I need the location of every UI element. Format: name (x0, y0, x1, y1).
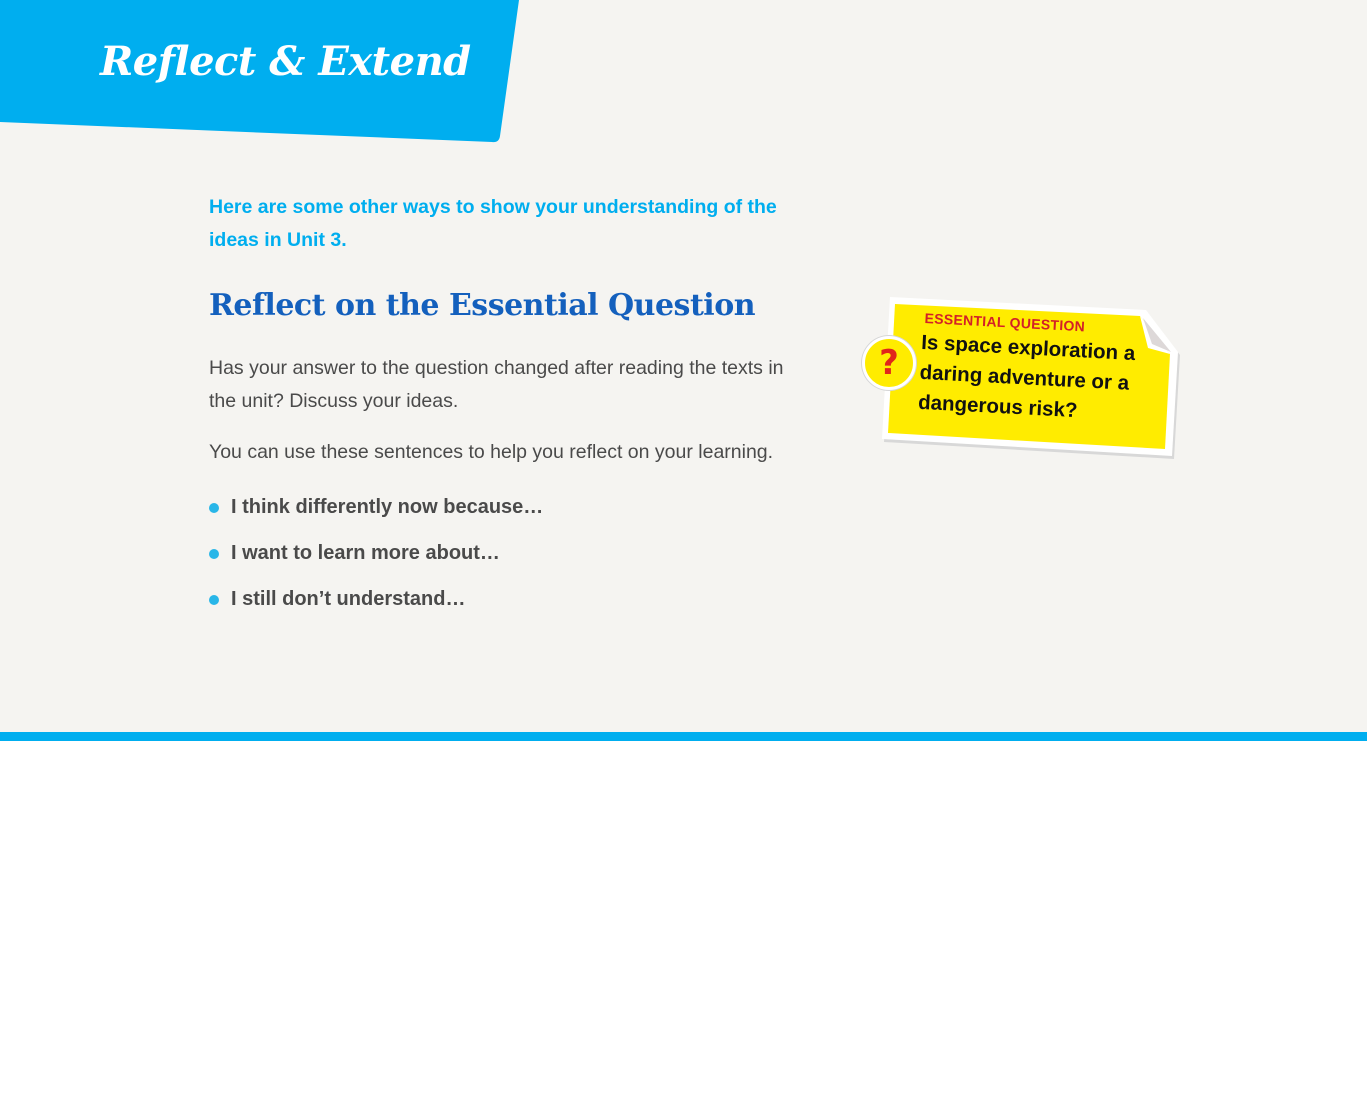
essential-question-card (860, 292, 1190, 467)
discussion-prompt: Has your answer to the question changed after reading the texts in the unit? Discuss your ideas. (209, 357, 784, 412)
intro-text: Here are some other ways to show your understanding of the ideas in Unit 3. (209, 196, 777, 251)
sentence-starter-item (209, 582, 543, 628)
question-mark-icon: ? (862, 336, 916, 390)
sentence-starter-list (209, 490, 543, 628)
reflection-instructions: You can use these sentences to help you reflect on your learning. (209, 441, 774, 463)
essential-question-label: ESSENTIAL QUESTION (924, 310, 1086, 335)
bullet-dot-icon (209, 595, 219, 605)
sentence-starter-text: I still don’t understand… (231, 588, 466, 610)
sentence-starter-text: I think differently now because… (231, 496, 544, 518)
sentence-starter-text: I want to learn more about… (231, 542, 500, 564)
essential-question-text-block (919, 310, 1137, 429)
banner-title: Reflect & Extend (100, 38, 471, 85)
sentence-starter-item (209, 490, 543, 536)
bullet-dot-icon (209, 549, 219, 559)
bullet-dot-icon (209, 503, 219, 513)
section-heading: Reflect on the Essential Question (209, 288, 756, 323)
sentence-starter-item (209, 536, 543, 582)
essential-question-text: Is space exploration a daring adventure or a dangerous risk? (917, 330, 1136, 423)
section-banner (0, 0, 540, 150)
panel-bottom-rule (0, 732, 1367, 741)
